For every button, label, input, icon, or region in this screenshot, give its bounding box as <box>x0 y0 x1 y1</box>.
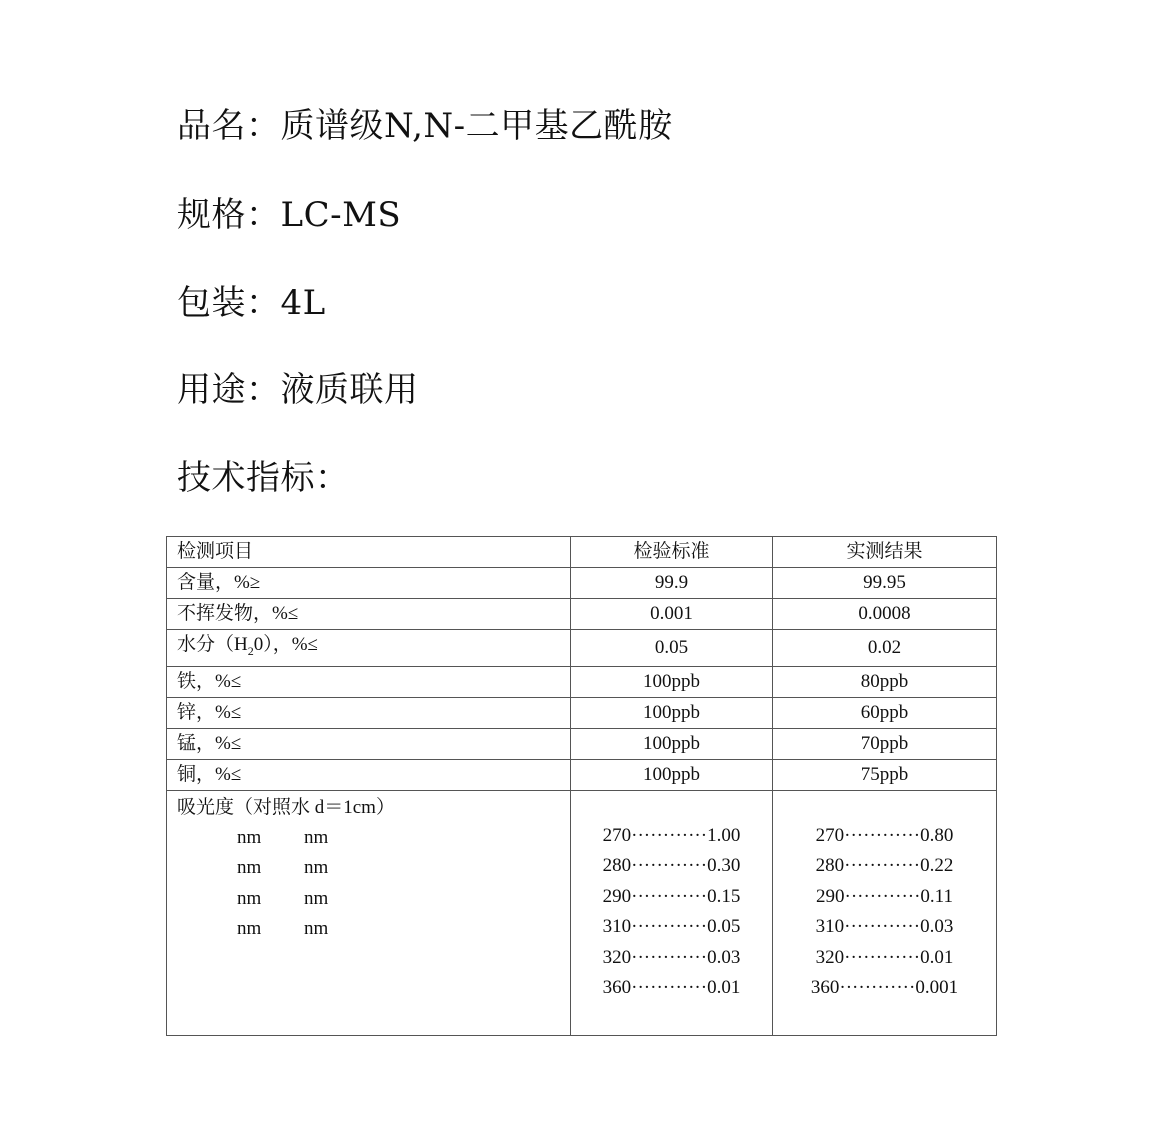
row-item: 铁，%≤ <box>167 666 571 697</box>
absorbance-value: 360············0.001 <box>810 977 959 999</box>
absorbance-value: 320············0.01 <box>815 946 954 968</box>
absorbance-title: 吸光度（对照水 d＝1cm） <box>177 796 395 818</box>
row-standard: 0.001 <box>571 599 773 630</box>
row-item: 不挥发物，%≤ <box>167 599 571 630</box>
absorbance-value: 270············1.00 <box>602 824 741 846</box>
row-item <box>167 630 571 667</box>
row-result: 70ppb <box>773 728 997 759</box>
row-standard: 100ppb <box>571 759 773 790</box>
row-item: 锰，%≤ <box>167 728 571 759</box>
nm-label: nm <box>304 918 329 940</box>
row-standard: 100ppb <box>571 728 773 759</box>
product-name: 品名：质谱级N,N-二甲基乙酰胺 <box>177 106 673 146</box>
spec-table <box>166 536 997 1036</box>
absorbance-value: 280············0.30 <box>602 855 741 877</box>
row-item: 锌，%≤ <box>167 697 571 728</box>
header-item: 检测项目 <box>167 537 571 568</box>
nm-pair <box>177 823 570 854</box>
row-item: 铜，%≤ <box>167 759 571 790</box>
absorbance-result <box>773 790 997 1035</box>
table-header-row <box>167 537 997 568</box>
table-row <box>167 697 997 728</box>
absorbance-value: 290············0.15 <box>602 885 741 907</box>
nm-label: nm <box>237 826 262 848</box>
row-item-prefix: 水分（H <box>177 634 248 655</box>
row-result: 0.02 <box>773 630 997 667</box>
absorbance-value: 290············0.11 <box>816 885 953 907</box>
nm-label: nm <box>304 826 329 848</box>
row-standard: 99.9 <box>571 568 773 599</box>
absorbance-value: 280············0.22 <box>815 855 954 877</box>
row-result: 60ppb <box>773 697 997 728</box>
row-result: 0.0008 <box>773 599 997 630</box>
absorbance-value: 360············0.01 <box>602 977 741 999</box>
table-row <box>167 630 997 667</box>
nm-label: nm <box>237 887 262 909</box>
row-standard: 0.05 <box>571 630 773 667</box>
usage: 用途：液质联用 <box>177 370 419 410</box>
row-item-suffix: 0），%≤ <box>253 634 318 655</box>
tech-spec-title: 技术指标： <box>177 458 350 498</box>
absorbance-item <box>167 790 571 1035</box>
absorbance-value: 310············0.05 <box>602 916 741 938</box>
nm-pair <box>177 884 570 915</box>
nm-label: nm <box>304 857 329 879</box>
absorbance-standard <box>571 790 773 1035</box>
row-result: 99.95 <box>773 568 997 599</box>
specification: 规格：LC-MS <box>177 195 402 235</box>
row-standard: 100ppb <box>571 666 773 697</box>
table-row <box>167 666 997 697</box>
absorbance-row <box>167 790 997 1035</box>
table-row <box>167 728 997 759</box>
nm-pair <box>177 914 570 945</box>
table-row <box>167 568 997 599</box>
nm-label: nm <box>304 887 329 909</box>
absorbance-standard-list <box>571 791 772 1004</box>
row-result: 75ppb <box>773 759 997 790</box>
absorbance-value: 270············0.80 <box>815 824 954 846</box>
header-standard: 检验标准 <box>571 537 773 568</box>
header-result: 实测结果 <box>773 537 997 568</box>
row-standard: 100ppb <box>571 697 773 728</box>
package-size: 包装：4L <box>177 283 326 323</box>
row-result: 80ppb <box>773 666 997 697</box>
absorbance-value: 320············0.03 <box>602 946 741 968</box>
absorbance-value: 310············0.03 <box>815 916 954 938</box>
row-item: 含量，%≥ <box>167 568 571 599</box>
nm-label: nm <box>237 857 262 879</box>
row-item-subscript: 2 <box>247 643 254 658</box>
nm-label: nm <box>237 918 262 940</box>
table-row <box>167 759 997 790</box>
absorbance-result-list <box>773 791 996 1004</box>
table-row <box>167 599 997 630</box>
nm-pair <box>177 853 570 884</box>
